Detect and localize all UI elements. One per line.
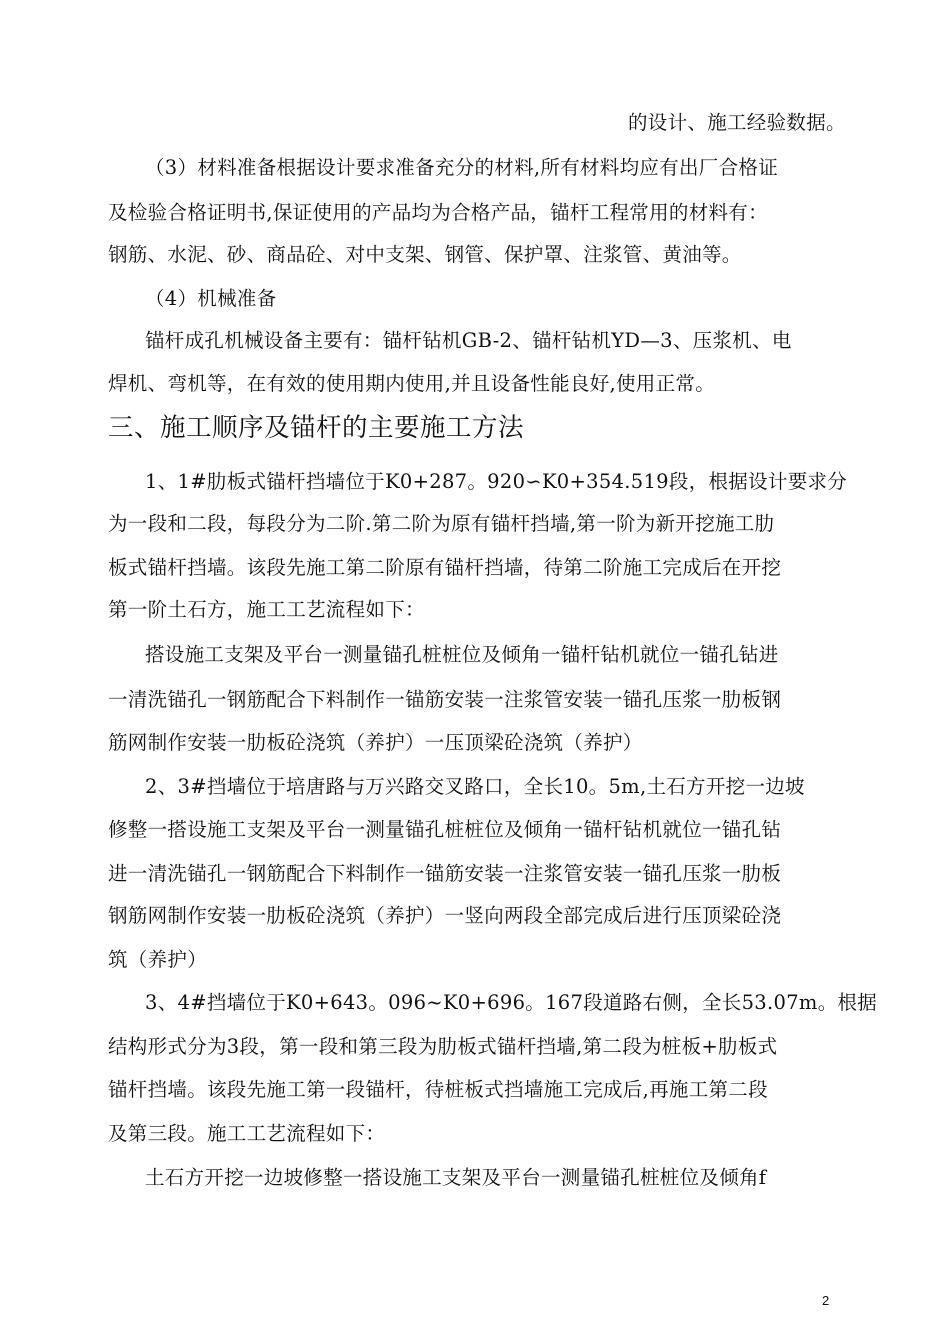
text-line: 2、3#挡墙位于培唐路与万兴路交叉路口，全长10。5m,土石方开挖一边坡: [145, 775, 805, 798]
text-line: 及第三段。施工工艺流程如下：: [108, 1122, 386, 1145]
text-line: 土石方开挖一边坡修整一搭设施工支架及平台一测量锚孔桩桩位及倾角f: [145, 1166, 767, 1189]
text-line: 锚杆挡墙。该段先施工第一段锚杆，待桩板式挡墙施工完成后,再施工第二段: [108, 1078, 768, 1101]
text-line: 修整一搭设施工支架及平台一测量锚孔桩桩位及倾角一锚杆钻机就位一锚孔钻: [108, 818, 782, 841]
text-line: 的设计、施工经验数据。: [628, 111, 846, 134]
text-line: 板式锚杆挡墙。该段先施工第二阶原有锚杆挡墙，待第二阶施工完成后在开挖: [108, 556, 782, 579]
text-line: 结构形式分为3段，第一段和第三段为肋板式锚杆挡墙,第二段为桩板+肋板式: [108, 1035, 778, 1058]
text-line: 焊机、弯机等，在有效的使用期内使用,并且设备性能良好,使用正常。: [108, 372, 715, 395]
text-line: （4）机械准备: [145, 287, 277, 310]
text-line: （3）材料准备根据设计要求准备充分的材料,所有材料均应有出厂合格证: [145, 156, 779, 179]
section-heading: 三、施工顺序及锚杆的主要施工方法: [108, 413, 525, 443]
text-line: 钢筋、水泥、砂、商品砼、对中支架、钢管、保护罩、注浆管、黄油等。: [108, 243, 742, 266]
text-line: 钢筋网制作安装一肋板砼浇筑（养护）一竖向两段全部完成后进行压顶梁砼浇: [108, 904, 782, 927]
text-line: 1、1#肋板式锚杆挡墙位于K0+287。920∽K0+354.519段，根据设计要求分: [145, 470, 848, 493]
text-line: 锚杆成孔机械设备主要有：锚杆钻机GB-2、锚杆钻机YD—3、压浆机、电: [145, 329, 792, 352]
text-line: 筋网制作安装一肋板砼浇筑（养护）一压顶梁砼浇筑（养护）: [108, 731, 643, 754]
text-line: 第一阶土石方，施工工艺流程如下：: [108, 598, 425, 621]
text-line: 进一清洗锚孔一钢筋配合下料制作一锚筋安装一注浆管安装一锚孔压浆一肋板: [108, 862, 782, 885]
text-line: 筑（养护）: [108, 948, 208, 971]
text-line: 为一段和二段，每段分为二阶.第二阶为原有锚杆挡墙,第一阶为新开挖施工肋: [108, 512, 775, 535]
text-line: 3、4#挡墙位于K0+643。096~K0+696。167段道路右侧，全长53.07m。根据: [145, 991, 878, 1014]
text-line: 搭设施工支架及平台一测量锚孔桩桩位及倾角一锚杆钻机就位一锚孔钻进: [145, 643, 779, 666]
text-line: 一清洗锚孔一钢筋配合下料制作一锚筋安装一注浆管安装一锚孔压浆一肋板钢: [108, 688, 782, 711]
text-line: 及检验合格证明书,保证使用的产品均为合格产品，锚杆工程常用的材料有：: [108, 201, 768, 224]
page-number: 2: [822, 1293, 830, 1308]
